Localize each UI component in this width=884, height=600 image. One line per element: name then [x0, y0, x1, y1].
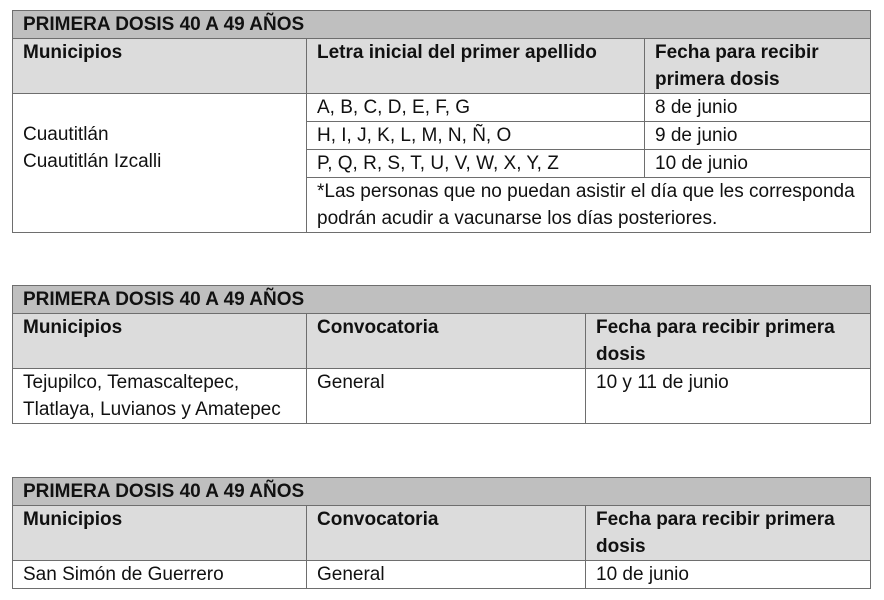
table-title: PRIMERA DOSIS 40 A 49 AÑOS	[13, 478, 871, 506]
fecha-cell: 8 de junio	[645, 94, 871, 122]
schedule-table-3	[12, 477, 871, 589]
fecha-cell: 10 de junio	[586, 561, 871, 589]
table-header-row	[13, 39, 871, 94]
table-header-row	[13, 506, 871, 561]
convocatoria-cell: General	[307, 369, 586, 424]
table-title-row	[13, 286, 871, 314]
municipios-cell: San Simón de Guerrero	[13, 561, 307, 589]
table-row	[13, 94, 871, 122]
table-title-row	[13, 478, 871, 506]
fecha-cell: 9 de junio	[645, 122, 871, 150]
header-fecha: Fecha para recibir primera dosis	[586, 314, 871, 369]
municipio-name: Cuautitlán	[23, 124, 109, 145]
table-title: PRIMERA DOSIS 40 A 49 AÑOS	[13, 11, 871, 39]
letras-cell: A, B, C, D, E, F, G	[307, 94, 645, 122]
fecha-cell: 10 de junio	[645, 150, 871, 178]
letras-cell: H, I, J, K, L, M, N, Ñ, O	[307, 122, 645, 150]
header-fecha: Fecha para recibir primera dosis	[645, 39, 871, 94]
header-municipios: Municipios	[13, 506, 307, 561]
header-municipios: Municipios	[13, 39, 307, 94]
table-header-row	[13, 314, 871, 369]
municipio-name: Cuautitlán Izcalli	[23, 151, 162, 172]
table-row	[13, 561, 871, 589]
schedule-table-2	[12, 285, 871, 424]
schedule-table-1	[12, 10, 871, 233]
header-convocatoria: Convocatoria	[307, 506, 586, 561]
convocatoria-cell: General	[307, 561, 586, 589]
header-fecha: Fecha para recibir primera dosis	[586, 506, 871, 561]
table-row	[13, 369, 871, 424]
municipios-cell: Tejupilco, Temascaltepec, Tlatlaya, Luvianos y Amatepec	[13, 369, 307, 424]
letras-cell: P, Q, R, S, T, U, V, W, X, Y, Z	[307, 150, 645, 178]
table-title-row	[13, 11, 871, 39]
note-text: *Las personas que no puedan asistir el día que les corresponda podrán acudir a vacunarse los días posteriores.	[307, 178, 871, 233]
municipios-cell	[13, 94, 307, 233]
header-municipios: Municipios	[13, 314, 307, 369]
header-convocatoria: Convocatoria	[307, 314, 586, 369]
header-letra-inicial: Letra inicial del primer apellido	[307, 39, 645, 94]
table-title: PRIMERA DOSIS 40 A 49 AÑOS	[13, 286, 871, 314]
fecha-cell: 10 y 11 de junio	[586, 369, 871, 424]
